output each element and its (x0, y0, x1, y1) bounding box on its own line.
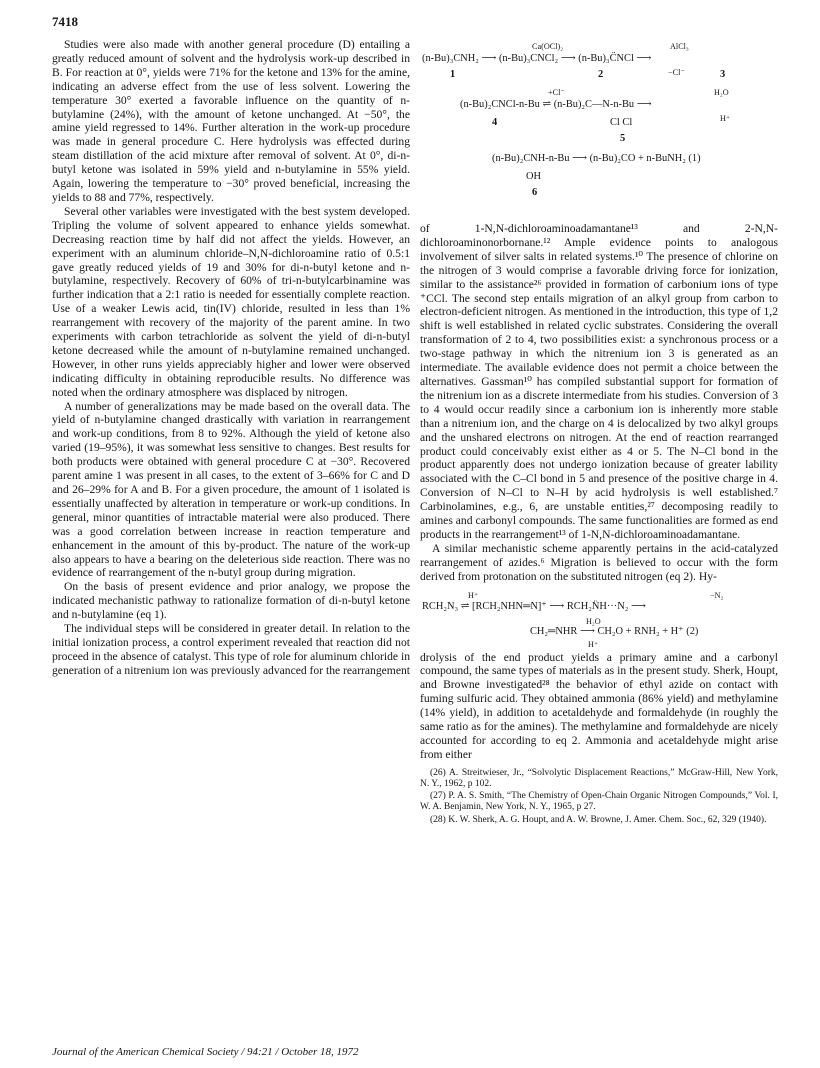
compound-number: 3 (720, 69, 726, 80)
reaction-scheme-2 (420, 589, 778, 647)
reagent-label: H⁺ (588, 639, 599, 649)
equation-line: CH₂═NHR ⟶ CH₂O + RNH₂ + H⁺ (2) (530, 625, 699, 637)
substituent-label: Cl Cl (610, 117, 633, 128)
paragraph: A similar mechanistic scheme apparently pertains in the acid-catalyzed rearrangement of azides.⁶ Migration is believed to occur with the form derived from protonation on the substituted nitrogen (eq 2). Hy- (420, 541, 778, 583)
reagent-label: H₂O (586, 616, 601, 626)
left-column (52, 38, 410, 678)
journal-footer: Journal of the American Chemical Society / 94:21 / October 18, 1972 (52, 1046, 359, 1058)
footnote: (28) K. W. Sherk, A. G. Houpt, and A. W. Browne, J. Amer. Chem. Soc., 62, 329 (1940). (430, 814, 767, 825)
paragraph: Studies were also made with another general procedure (D) entailing a greatly reduced amount of solvent and the hydrolysis work-up described in B. For reaction at 0°, yields were 71% for the ketone and 13% for the amine, indicating an adverse effect from the use of less solvent. Lowering the temperature 30° exerted a favorable influence on the quantity of n-butylamine (24%), with the amount of ketone unchanged. At −50°, the amine yield regressed to 14%. Further alteration in the work-up procedure was made in general procedure C. Here hydrolysis was effected during steam distillation of the acid mixture after removal of solvent. At 0°, di-n-butyl ketone was isolated in 59% yield and n-butylamine in 55% yield. Again, lowering the temperature to −30° proved beneficial, increasing the yields to 88 and 77%, respectively. (52, 38, 410, 204)
compound-number: 2 (598, 69, 604, 80)
footnotes (420, 768, 778, 826)
compound-number: 6 (532, 187, 538, 198)
footnote: (26) A. Streitwieser, Jr., “Solvolytic Displacement Reactions,” McGraw-Hill, New York, N. Y., 1962, p 102. (420, 767, 778, 790)
reagent-label: H₂O (714, 88, 729, 97)
reagent-label: Ca(OCl)₂ (532, 42, 564, 51)
reagent-label: H⁺ (468, 590, 479, 600)
page-number: 7418 (52, 14, 78, 29)
reagent-label: AlCl₃ (670, 42, 689, 51)
reaction-scheme-1 (420, 40, 778, 222)
footnote: (27) P. A. S. Smith, “The Chemistry of Open-Chain Organic Nitrogen Compounds,” Vol. I, W. A. Benjamin, New York, N. Y., 1965, p 27. (420, 791, 778, 813)
paragraph: Several other variables were investigated with the best system developed. Tripling the volume of solvent appeared to enhance yields somewhat. Decreasing reaction time by half did not affect the yields. However, an experiment with an aluminum chloride–N,N-dichloroamine ratio of 0.5:1 gave greatly reduced yields of 19 and 30% for di-n-butyl ketone and n-butylamine, respectively. Recovery of 60% of tri-n-butylcarbinamine was further indication that a 2:1 ratio is needed for essentially complete reaction. Use of a weaker Lewis acid, tin(IV) chloride, resulted in less than 1% rearrangement with recovery of the majority of the parent amine. In two experiments with carbon tetrachloride as solvent the yield of di-n-butyl ketone decreased while the amount of n-butylamine remained unchanged. However, in other runs yields appreciably higher and lower were observed indicating difficulty in obtaining reproducible results. No difference was noted when the ordinary atmosphere was displaced by nitrogen. (52, 204, 410, 399)
compound-number: 1 (450, 69, 456, 80)
compound-number: 4 (492, 117, 498, 128)
reagent-label: −N₂ (710, 590, 724, 600)
paragraph: The individual steps will be considered in greater detail. In relation to the initial ionization process, a control experiment revealed that reaction did not proceed in the absence of catalyst. This type of role for aluminum chloride in generation of a nitrenium ion was previously advanced for the rearrangement (52, 622, 410, 677)
paragraph: of 1-N,N-dichloroaminoadamantane¹³ and 2-N,N-dichloroaminonorbornane.¹² Ample evidence points to analogous involvement of silver salts in related systems.¹⁰ The presence of chlorine on the nitrogen of 3 would comprise a favorable driving force for ionization, similar to the assistance²⁶ provided in formation of carbonium ions of type ⁺CCl. The second step entails migration of an alkyl group from carbon to electron-deficient nitrogen. As mentioned in the introduction, this type of 1,2 shift is well established in related cyclic substrates. Considering the overall transformation of 2 to 4, two possibilities exist: a synchronous process or a two-stage pathway in which the nitrenium ion 3 is generated as an intermediate. The available evidence does not permit a choice between the alternatives. Gassman¹⁰ has compiled substantial support for formation of the nitrenium ion as a discrete intermediate from his studies. Conversion of 3 to 4 would occur readily since a carbonium ion is inherently more stable than a nitrenium ion, and the charge on 4 is delocalized by two alkyl groups and the unshared electrons on nitrogen. At the end of reaction rearranged product could conceivably exist either as 4 or 5. The N–Cl bond in the product apparently does not undergo ionization because of greater lability associated with the C–Cl bond in 5 and presence of the positive charge in 4. Conversion of N–Cl to N–H by acid hydrolysis is well established.⁷ Carbinolamines, e.g., 6, are unstable entities,²⁷ decomposing readily to amines and carbonyl compounds. The same functionalities are formed as end products in the rearrangement¹³ of 1-N,N-dichloroaminoadamantane. (420, 222, 778, 541)
reagent-label: H⁺ (720, 114, 731, 123)
right-column (420, 40, 778, 827)
compound-number: 5 (620, 133, 626, 144)
equation-line: (n-Bu)₂CNH-n-Bu ⟶ (n-Bu)₂CO + n-BuNH₂ (1) (492, 153, 701, 164)
reagent-label: +Cl⁻ (548, 88, 565, 97)
paragraph: drolysis of the end product yields a primary amine and a carbonyl compound, the same types of materials as in the present study. Sherk, Houpt, and Browne investigated²⁸ the behavior of ethyl azide on contact with fuming sulfuric acid. They obtained ammonia (86% yield) and methylamine (14% yield), in addition to acetaldehyde and formaldehyde (in roughly the same ratio as for the amines). The methylamine and formaldehyde are nicely accounted for according to eq 2. Ammonia and acetaldehyde might arise from either (420, 650, 778, 761)
reagent-label: −Cl⁻ (668, 68, 685, 77)
equation-line: (n-Bu)₃CNH₂ ⟶ (n-Bu)₃CNCl₂ ⟶ (n-Bu)₃C̈NCl ⟶ (422, 53, 652, 64)
substituent-label: OH (526, 171, 542, 182)
paragraph: On the basis of present evidence and prior analogy, we propose the indicated mechanistic pathway to rationalize formation of di-n-butyl ketone and n-butylamine (eq 1). (52, 580, 410, 622)
equation-line: RCH₂N₃ ⇌ [RCH₂NHN═N]⁺ ⟶ RCH₂N̈H···N₂ ⟶ (422, 600, 646, 612)
paragraph: A number of generalizations may be made based on the overall data. The yield of n-butylamine changed drastically with variation in rearrangement and work-up conditions, from 8 to 92%. Although the yield of ketone also varied (19–95%), it was somewhat less sensitive to changes. Best results for both products were obtained with general procedure C at −30°. Recovered parent amine 1 was present in all cases, to the extent of 3–66% for C and D and 26–29% for A and B. For a given procedure, the amount of 1 isolated is essentially unaffected by alteration in temperature or work-up conditions. In general, minor quantities of intractable material were also produced. There was a good correlation between increase in reaction temperature and enhancement in the amount of this by-product. The nature of the work-up also appears to have a bearing on the deleterious side reaction. There was no evidence of rearrangement of the n-butyl group during migration. (52, 399, 410, 580)
equation-line: (n-Bu)₂CNCl-n-Bu ⇌ (n-Bu)₂C—N-n-Bu ⟶ (460, 99, 652, 110)
